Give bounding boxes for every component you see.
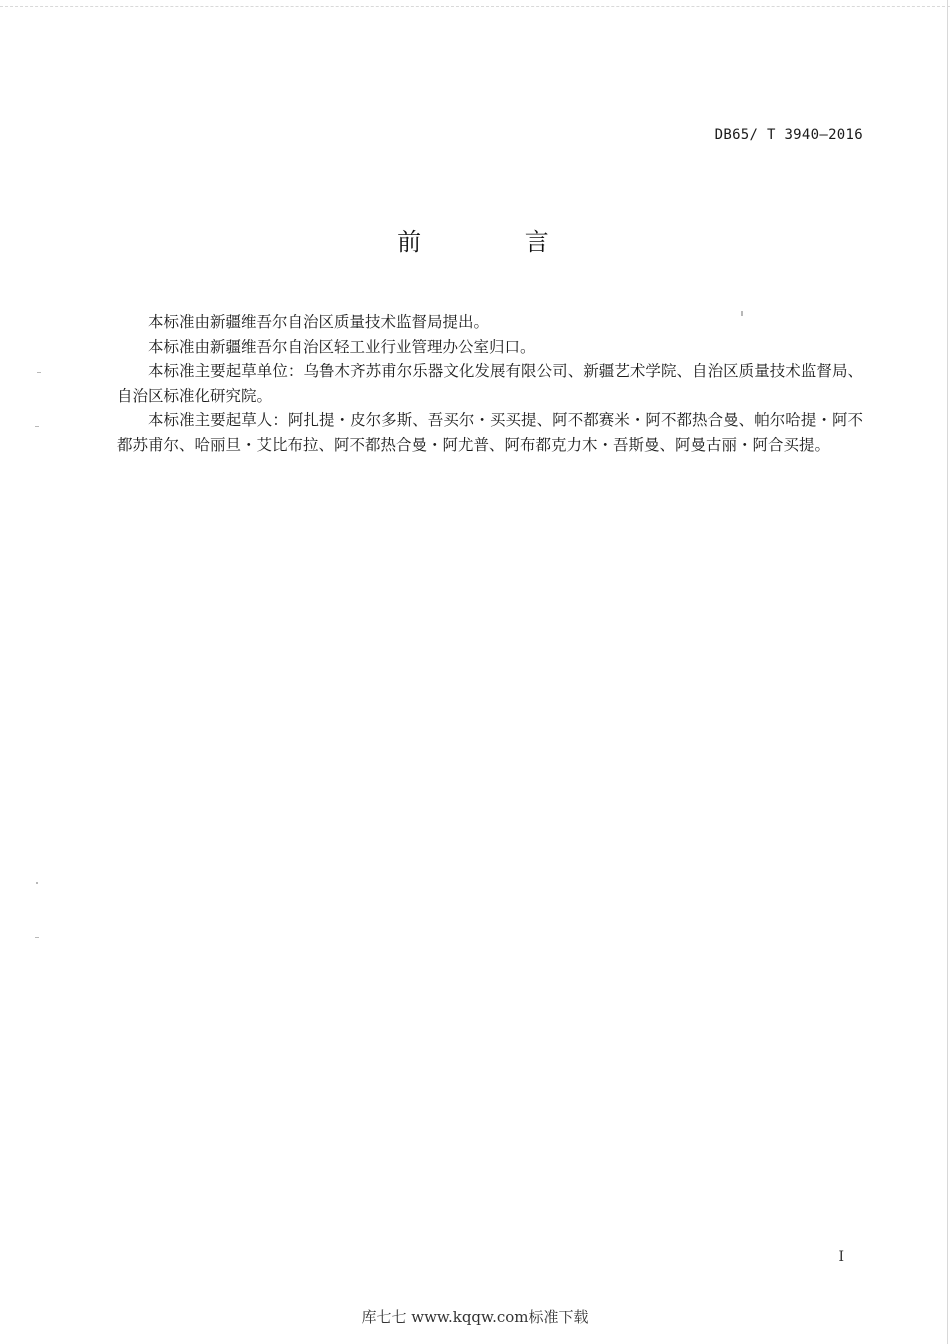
scan-right-edge	[947, 0, 948, 1344]
foreword-body	[117, 310, 863, 457]
section-title-foreword: 前 言	[397, 228, 597, 256]
page-number: I	[838, 1249, 844, 1265]
scan-speck	[37, 372, 41, 373]
footer-watermark: 库七七 www.kqqw.com标准下载	[361, 1308, 589, 1326]
scan-speck	[36, 882, 38, 884]
scan-speck	[35, 426, 39, 427]
paragraph-drafting-units: 本标准主要起草单位：乌鲁木齐苏甫尔乐器文化发展有限公司、新疆艺术学院、自治区质量技术监督局、自治区标准化研究院。	[117, 362, 863, 405]
scan-top-border	[0, 0, 950, 7]
paragraph-drafters: 本标准主要起草人：阿扎提・皮尔多斯、吾买尔・买买提、阿不都赛米・阿不都热合曼、帕尔哈提・阿不都苏甫尔、哈丽旦・艾比布拉、阿不都热合曼・阿尤普、阿布都克力木・吾斯曼、阿曼古丽・阿合买提。	[117, 411, 863, 454]
paragraph-centralized-management: 本标准由新疆维吾尔自治区轻工业行业管理办公室归口。	[148, 337, 536, 356]
paragraph-proposer: 本标准由新疆维吾尔自治区质量技术监督局提出。	[148, 313, 490, 331]
standard-code: DB65/ T 3940—2016	[714, 127, 863, 143]
scan-speck	[35, 937, 39, 938]
